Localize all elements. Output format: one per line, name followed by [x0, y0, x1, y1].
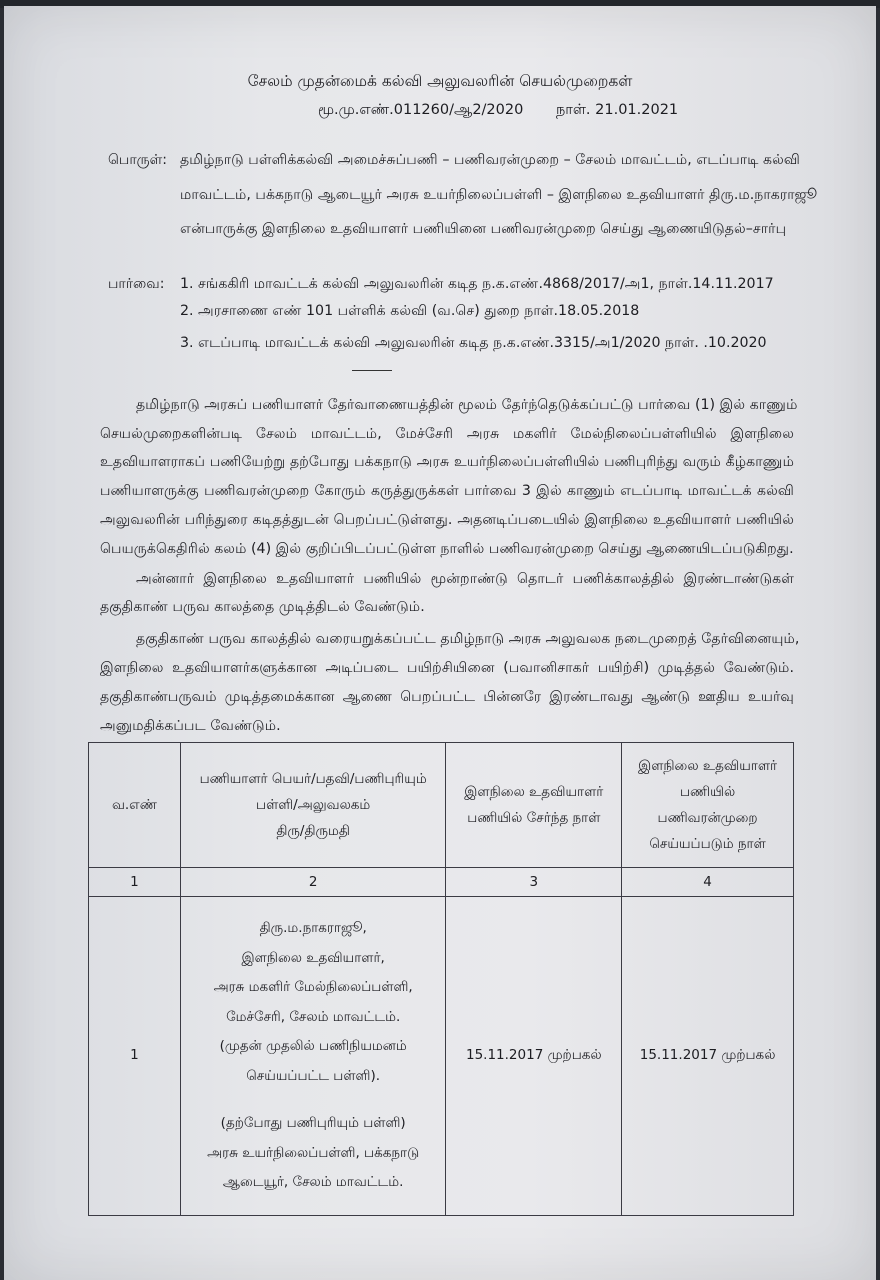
header-serial: வ.எண் — [89, 743, 181, 868]
row-serial: 1 — [89, 897, 181, 1216]
office-title: சேலம் முதன்மைக் கல்வி அலுவலரின் செயல்முறைகள் — [247, 72, 633, 90]
table-row — [89, 897, 794, 1216]
column-number: 3 — [446, 868, 622, 897]
paragraph1-line-1: தமிழ்நாடு அரசுப் பணியாளர் தேர்வாணையத்தின் மூலம் தேர்ந்தெடுக்கப்பட்டு பார்வை (1) இல் காணும் — [136, 397, 798, 413]
paragraph1-line-2: செயல்முறைகளின்படி சேலம் மாவட்டம், மேச்சேரி அரசு மகளிர் மேல்நிலைப்பள்ளியில் இளநிலை — [100, 426, 794, 442]
paragraph2-line-1: அன்னார் இளநிலை உதவியாளர் பணியில் மூன்றாண்டு தொடர் பணிக்காலத்தில் இரண்டாண்டுகள் — [136, 571, 794, 587]
paragraph2-line-2: தகுதிகாண் பருவ காலத்தை முடித்திடல் வேண்டும். — [100, 599, 425, 615]
paragraph3-line-2: இளநிலை உதவியாளர்களுக்கான அடிப்படை பயிற்சியினை (பவானிசாகர் பயிற்சி) முடித்தல் வேண்டும். — [100, 660, 794, 676]
row-employee-details: திரு.ம.நாகராஜூ, இளநிலை உதவியாளர், அரசு மகளிர் மேல்நிலைப்பள்ளி, மேச்சேரி, சேலம் மாவட்டம். (முதன் முதலில் பணிநியமனம் செய்யப்பட்ட பள்ளி). (தற்போது பணிபுரியும் பள்ளி) அரசு உயர்நிலைப்பள்ளி, பக்கநாடு ஆடையூர், சேலம் மாவட்டம். — [180, 897, 446, 1216]
column-number-row — [89, 868, 794, 897]
paragraph1-line-4: பணியாளருக்கு பணிவரன்முறை கோரும் கருத்துருக்கள் பார்வை 3 இல் காணும் எடப்பாடி மாவட்டக் கல்வி — [100, 483, 794, 499]
header-joining-date: இளநிலை உதவியாளர் பணியில் சேர்ந்த நாள் — [446, 743, 622, 868]
reference-1: 1. சங்ககிரி மாவட்டக் கல்வி அலுவலரின் கடித ந.க.எண்.4868/2017/அ1, நாள்.14.11.2017 — [180, 276, 774, 292]
separator-dash — [352, 370, 392, 371]
paragraph1-line-6: பெயருக்கெதிரில் கலம் (4) இல் குறிப்பிடப்பட்டுள்ள நாளில் பணிவரன்முறை செய்து ஆணையிடப்படுகிறது. — [100, 541, 794, 557]
reference-line — [318, 102, 678, 120]
reference-2: 2. அரசாணை எண் 101 பள்ளிக் கல்வி (வ.செ) துறை நாள்.18.05.2018 — [180, 303, 640, 319]
paragraph1-line-5: அலுவலரின் பரிந்துரை கடிதத்துடன் பெறப்பட்டுள்ளது. அதனடிப்படையில் இளநிலை உதவியாளர் பணியில் — [100, 512, 794, 528]
paragraph3-line-3: தகுதிகாண்பருவம் முடித்தமைக்கான ஆணை பெறப்பட்ட பின்னரே இரண்டாவது ஆண்டு ஊதிய உயர்வு — [100, 689, 794, 705]
column-number: 4 — [622, 868, 794, 897]
header-regularisation-date: இளநிலை உதவியாளர் பணியில் பணிவரன்முறை செய்யப்படும் நாள் — [622, 743, 794, 868]
subject-line-1: தமிழ்நாடு பள்ளிக்கல்வி அமைச்சுப்பணி – பணிவரன்முறை – சேலம் மாவட்டம், எடப்பாடி கல்வி — [180, 152, 800, 168]
column-number: 1 — [89, 868, 181, 897]
column-number: 2 — [180, 868, 446, 897]
document-date: நாள். 21.01.2021 — [555, 102, 679, 118]
subject-line-3: என்பாருக்கு இளநிலை உதவியாளர் பணியினை பணிவரன்முறை செய்து ஆணையிடுதல்–சார்பு — [180, 221, 787, 237]
reference-number: மூ.மு.எண்.011260/ஆ2/2020 — [318, 102, 524, 118]
regularisation-table — [88, 742, 794, 1216]
paragraph3-line-4: அனுமதிக்கப்பட வேண்டும். — [100, 718, 281, 734]
subject-line-2: மாவட்டம், பக்கநாடு ஆடையூர் அரசு உயர்நிலைப்பள்ளி – இளநிலை உதவியாளர் திரு.ம.நாகராஜூ — [180, 187, 818, 203]
row-joining-date: 15.11.2017 முற்பகல் — [446, 897, 622, 1216]
header-employee-details: பணியாளர் பெயர்/பதவி/பணிபுரியும் பள்ளி/அலுவலகம் திரு/திருமதி — [180, 743, 446, 868]
row-regularisation-date: 15.11.2017 முற்பகல் — [622, 897, 794, 1216]
table-header-row — [89, 743, 794, 868]
reference-3: 3. எடப்பாடி மாவட்டக் கல்வி அலுவலரின் கடித ந.க.எண்.3315/அ1/2020 நாள். .10.2020 — [180, 335, 767, 351]
paragraph1-line-3: உதவியாளராகப் பணியேற்று தற்போது பக்கநாடு அரசு உயர்நிலைப்பள்ளியில் பணிபுரிந்து வரும் கீழ்காணும் — [100, 454, 794, 470]
paragraph3-line-1: தகுதிகாண் பருவ காலத்தில் வரையறுக்கப்பட்ட தமிழ்நாடு அரசு அலுவலக நடைமுறைத் தேர்வினையும், — [136, 631, 800, 647]
subject-label: பொருள்: — [108, 152, 167, 168]
reference-label: பார்வை: — [108, 276, 165, 292]
